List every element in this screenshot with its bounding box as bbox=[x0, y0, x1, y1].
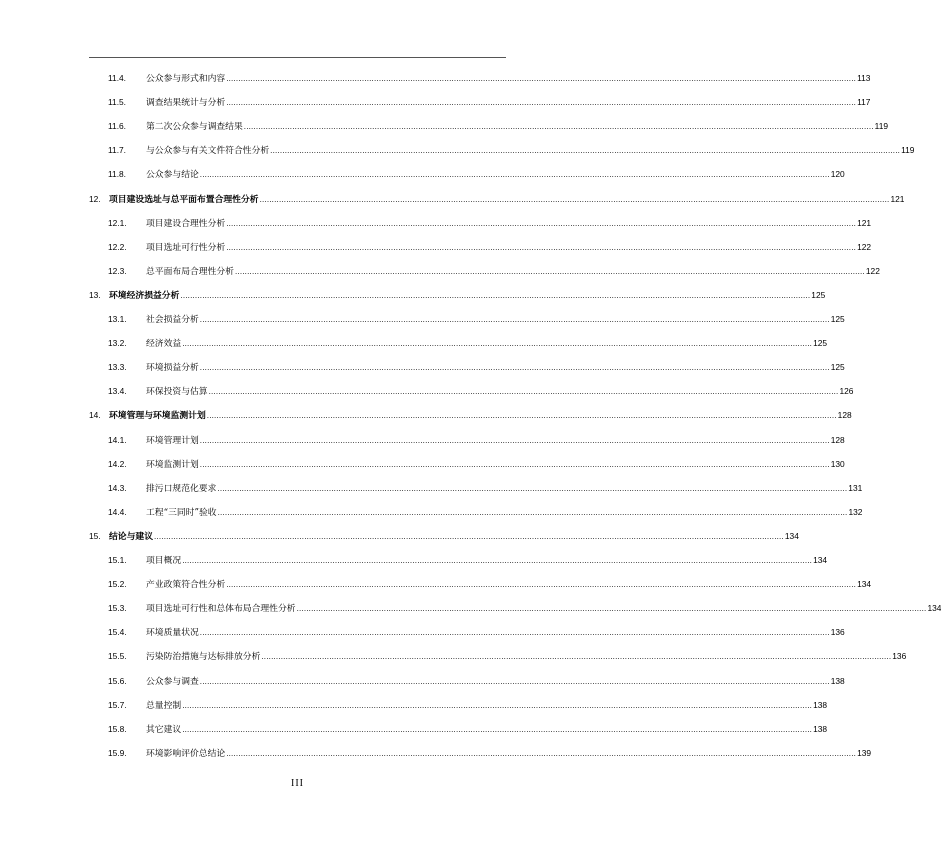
toc-dot-leader: .................................................................................................................................................................................................................................................................... bbox=[208, 387, 839, 397]
toc-entry-page: 128 bbox=[830, 434, 845, 445]
toc-section-entry[interactable] bbox=[89, 239, 872, 255]
toc-entry-number: 15.3. bbox=[108, 603, 127, 614]
toc-entry-page: 139 bbox=[857, 747, 872, 758]
toc-entry-page: 136 bbox=[892, 651, 907, 662]
toc-entry-number: 12.2. bbox=[108, 241, 127, 252]
toc-entry-number: 13.1. bbox=[108, 314, 127, 324]
toc-entry-page: 138 bbox=[813, 699, 828, 710]
toc-dot-leader: .................................................................................................................................................................................................................................................................... bbox=[180, 290, 811, 300]
toc-entry-number: 15.2. bbox=[108, 579, 127, 590]
toc-section-entry[interactable] bbox=[89, 624, 845, 640]
toc-entry-number: 15.6. bbox=[108, 675, 127, 686]
toc-entry-page: 131 bbox=[848, 482, 863, 493]
toc-dot-leader: .................................................................................................................................................................................................................................................................... bbox=[199, 459, 830, 469]
toc-dot-leader: .................................................................................................................................................................................................................................................................... bbox=[199, 628, 830, 638]
toc-dot-leader: .................................................................................................................................................................................................................................................................... bbox=[182, 724, 813, 734]
toc-dot-leader: .................................................................................................................................................................................................................................................................... bbox=[226, 748, 857, 758]
toc-dot-leader: .................................................................................................................................................................................................................................................................... bbox=[296, 604, 927, 614]
toc-entry-page: 125 bbox=[830, 314, 845, 324]
toc-entry-page: 125 bbox=[811, 289, 826, 300]
toc-entry-title: 环境监测计划 bbox=[146, 459, 199, 470]
toc-entry-title: 环境影响评价总结论 bbox=[146, 748, 226, 759]
toc-section-entry[interactable] bbox=[89, 504, 863, 520]
toc-dot-leader: .................................................................................................................................................................................................................................................................... bbox=[243, 122, 874, 132]
toc-dot-leader: .................................................................................................................................................................................................................................................................... bbox=[199, 435, 830, 445]
toc-entry-number: 13.3. bbox=[108, 362, 127, 373]
toc-section-entry[interactable] bbox=[89, 697, 828, 713]
toc-entry-title: 结论与建议 bbox=[109, 531, 153, 542]
toc-entry-title: 与公众参与有关文件符合性分析 bbox=[146, 146, 270, 157]
toc-entry-page: 122 bbox=[857, 241, 872, 252]
toc-entry-title: 项目建设合理性分析 bbox=[146, 218, 226, 229]
toc-entry-number: 14.4. bbox=[108, 506, 127, 517]
toc-dot-leader: .................................................................................................................................................................................................................................................................... bbox=[226, 98, 857, 108]
toc-entry-number: 15.9. bbox=[108, 747, 127, 758]
toc-section-entry[interactable] bbox=[89, 263, 880, 279]
toc-entry-title: 调查结果统计与分析 bbox=[146, 98, 226, 109]
toc-section-entry[interactable] bbox=[89, 359, 845, 375]
toc-entry-number: 14.2. bbox=[108, 458, 127, 469]
toc-entry-title: 项目选址可行性和总体布局合理性分析 bbox=[146, 604, 296, 615]
toc-entry-title: 公众参与调查 bbox=[146, 676, 199, 687]
toc-dot-leader: .................................................................................................................................................................................................................................................................... bbox=[199, 315, 830, 324]
toc-section-entry[interactable] bbox=[89, 576, 872, 592]
toc-section-entry[interactable] bbox=[89, 142, 915, 158]
toc-entry-page: 134 bbox=[927, 603, 941, 614]
toc-entry-title: 总平面布局合理性分析 bbox=[146, 266, 234, 277]
toc-section-entry[interactable] bbox=[89, 311, 845, 327]
toc-section-entry[interactable] bbox=[89, 166, 845, 182]
toc-dot-leader: .................................................................................................................................................................................................................................................................... bbox=[199, 363, 830, 373]
toc-entry-page: 130 bbox=[830, 458, 845, 469]
toc-entry-page: 138 bbox=[813, 723, 828, 734]
toc-entry-number: 12. bbox=[89, 193, 101, 204]
toc-section-entry[interactable] bbox=[89, 721, 828, 737]
toc-entry-title: 环境经济损益分析 bbox=[109, 290, 180, 301]
toc-dot-leader: .................................................................................................................................................................................................................................................................... bbox=[199, 676, 830, 686]
toc-entry-page: 134 bbox=[813, 555, 828, 565]
toc-dot-leader: .................................................................................................................................................................................................................................................................... bbox=[217, 507, 848, 517]
toc-entry-number: 14.1. bbox=[108, 434, 127, 445]
toc-entry-number: 11.7. bbox=[108, 145, 127, 156]
toc-entry-number: 11.8. bbox=[108, 169, 127, 180]
toc-section-entry[interactable] bbox=[89, 745, 872, 761]
toc-entry-title: 经济效益 bbox=[146, 339, 182, 350]
toc-entry-title: 总量控制 bbox=[146, 700, 182, 711]
toc-entry-title: 工程“三同时”验收 bbox=[146, 507, 217, 518]
toc-entry-title: 其它建议 bbox=[146, 724, 182, 735]
toc-entry-page: 134 bbox=[857, 579, 872, 590]
toc-entry-page: 125 bbox=[830, 362, 845, 373]
toc-entry-page: 128 bbox=[837, 410, 852, 421]
toc-entry-number: 15.7. bbox=[108, 699, 127, 710]
toc-entry-page: 136 bbox=[830, 627, 845, 638]
toc-entry-number: 11.4. bbox=[108, 73, 127, 83]
toc-dot-leader: .................................................................................................................................................................................................................................................................... bbox=[226, 218, 857, 228]
toc-dot-leader: .................................................................................................................................................................................................................................................................... bbox=[270, 146, 901, 156]
toc-dot-leader: .................................................................................................................................................................................................................................................................... bbox=[206, 411, 837, 421]
toc-section-entry[interactable] bbox=[89, 118, 889, 134]
toc-entry-number: 12.1. bbox=[108, 217, 127, 228]
toc-entry-title: 公众参与形式和内容 bbox=[146, 74, 226, 84]
toc-entry-page: 125 bbox=[813, 338, 828, 349]
toc-entry-page: 121 bbox=[857, 217, 872, 228]
toc-entry-number: 13. bbox=[89, 289, 101, 300]
toc-entry-page: 117 bbox=[857, 97, 871, 108]
toc-dot-leader: .................................................................................................................................................................................................................................................................... bbox=[259, 194, 890, 204]
toc-entry-page: 126 bbox=[839, 386, 854, 397]
toc-chapter-entry[interactable] bbox=[89, 407, 852, 423]
toc-entry-page: 119 bbox=[901, 145, 915, 156]
toc-entry-title: 环境管理与环境监测计划 bbox=[109, 411, 206, 422]
toc-entry-number: 15.4. bbox=[108, 627, 127, 638]
toc-entry-page: 119 bbox=[874, 121, 889, 132]
toc-dot-leader: .................................................................................................................................................................................................................................................................... bbox=[226, 74, 857, 83]
toc-chapter-entry[interactable] bbox=[89, 191, 905, 207]
toc-section-entry[interactable] bbox=[89, 215, 872, 231]
toc-entry-title: 环境质量状况 bbox=[146, 628, 199, 639]
toc-entry-title: 环境损益分析 bbox=[146, 363, 199, 374]
toc-entry-page: 122 bbox=[865, 265, 880, 276]
toc-dot-leader: .................................................................................................................................................................................................................................................................... bbox=[217, 483, 848, 493]
toc-entry-number: 15.5. bbox=[108, 651, 127, 662]
toc-entry-title: 项目建设选址与总平面布置合理性分析 bbox=[109, 194, 259, 205]
toc-chapter-entry[interactable] bbox=[89, 287, 826, 303]
toc-entry-page: 138 bbox=[830, 675, 845, 686]
toc-section-entry[interactable] bbox=[89, 480, 863, 496]
toc-entry-page: 134 bbox=[784, 530, 799, 541]
toc-entry-page: 121 bbox=[890, 193, 905, 204]
toc-entry-title: 社会损益分析 bbox=[146, 315, 199, 325]
toc-entry-title: 产业政策符合性分析 bbox=[146, 580, 226, 591]
toc-section-entry[interactable] bbox=[89, 335, 828, 351]
toc-entry-number: 11.6. bbox=[108, 121, 127, 132]
toc-entry-title: 项目选址可行性分析 bbox=[146, 242, 226, 253]
toc-section-entry[interactable] bbox=[89, 70, 871, 86]
toc-entry-title: 第二次公众参与调查结果 bbox=[146, 122, 243, 133]
toc-entry-number: 14. bbox=[89, 410, 101, 421]
toc-dot-leader: .................................................................................................................................................................................................................................................................... bbox=[182, 339, 813, 349]
toc-section-entry[interactable] bbox=[89, 383, 854, 399]
toc-entry-number: 14.3. bbox=[108, 482, 127, 493]
toc-section-entry[interactable] bbox=[89, 456, 845, 472]
toc-section-entry[interactable] bbox=[89, 648, 907, 664]
toc-dot-leader: .................................................................................................................................................................................................................................................................... bbox=[234, 266, 865, 276]
toc-entry-number: 13.4. bbox=[108, 386, 127, 397]
toc-entry-title: 污染防治措施与达标排放分析 bbox=[146, 652, 261, 663]
toc-dot-leader: .................................................................................................................................................................................................................................................................... bbox=[199, 170, 830, 180]
toc-section-entry[interactable] bbox=[89, 552, 828, 568]
toc-dot-leader: .................................................................................................................................................................................................................................................................... bbox=[226, 242, 857, 252]
header-rule bbox=[89, 57, 506, 58]
toc-entry-page: 113 bbox=[857, 73, 871, 83]
toc-section-entry[interactable] bbox=[89, 673, 845, 689]
toc-entry-number: 15. bbox=[89, 530, 101, 541]
toc-entry-page: 132 bbox=[848, 506, 863, 517]
toc-dot-leader: .................................................................................................................................................................................................................................................................... bbox=[226, 580, 857, 590]
toc-entry-title: 环境管理计划 bbox=[146, 435, 199, 446]
toc-entry-number: 15.8. bbox=[108, 723, 127, 734]
toc-entry-title: 环保投资与估算 bbox=[146, 387, 208, 398]
toc-section-entry[interactable] bbox=[89, 94, 871, 110]
toc-section-entry[interactable] bbox=[89, 432, 845, 448]
toc-entry-title: 公众参与结论 bbox=[146, 170, 199, 181]
toc-dot-leader: .................................................................................................................................................................................................................................................................... bbox=[182, 700, 813, 710]
toc-entry-number: 13.2. bbox=[108, 338, 127, 349]
toc-entry-number: 15.1. bbox=[108, 555, 127, 565]
toc-entry-title: 排污口规范化要求 bbox=[146, 483, 217, 494]
toc-dot-leader: .................................................................................................................................................................................................................................................................... bbox=[261, 652, 892, 662]
toc-section-entry[interactable] bbox=[89, 600, 941, 616]
toc-entry-title: 项目概况 bbox=[146, 556, 182, 566]
toc-entry-number: 11.5. bbox=[108, 97, 127, 108]
page-number: III bbox=[291, 778, 304, 789]
toc-entry-number: 12.3. bbox=[108, 265, 127, 276]
toc-chapter-entry[interactable] bbox=[89, 528, 799, 544]
toc-dot-leader: .................................................................................................................................................................................................................................................................... bbox=[154, 531, 784, 541]
toc-dot-leader: .................................................................................................................................................................................................................................................................... bbox=[182, 556, 813, 565]
toc-entry-page: 120 bbox=[830, 169, 845, 180]
